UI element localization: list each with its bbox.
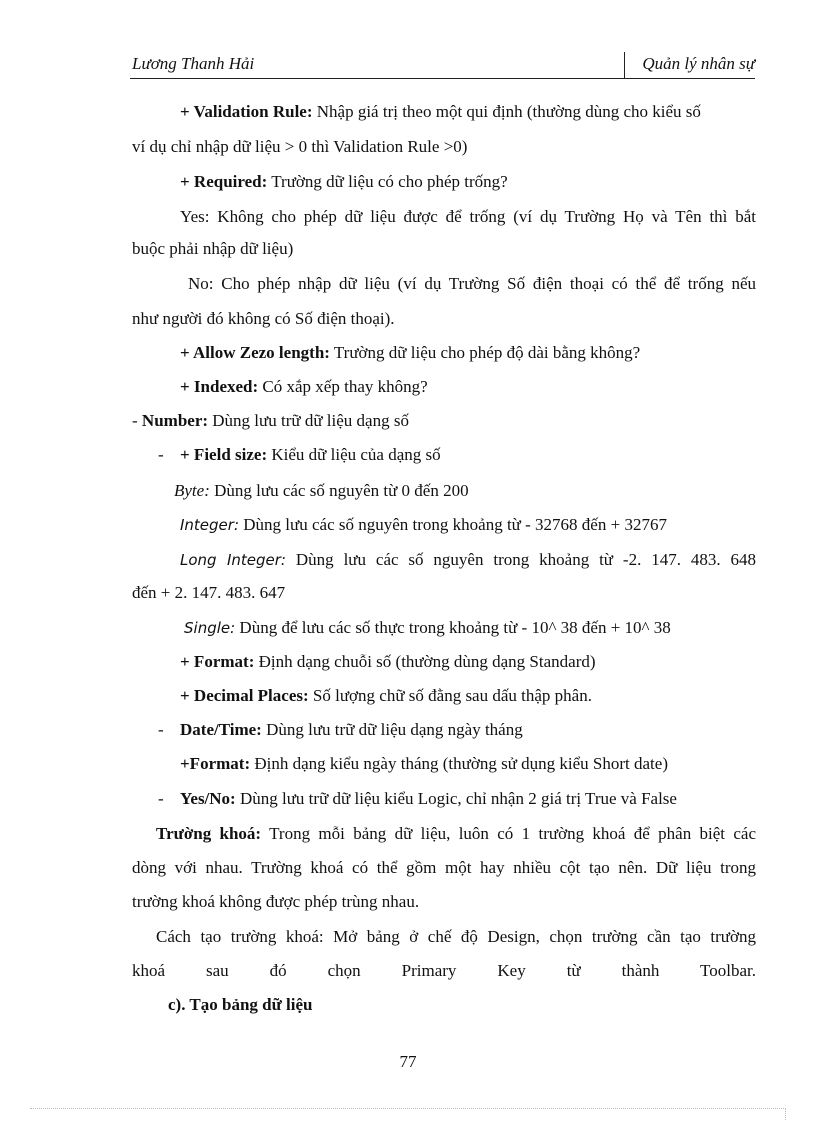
para-indexed: + Indexed: Có xắp xếp thay không? [180, 377, 428, 396]
page-number: 77 [399, 1052, 417, 1071]
para-byte: Byte: Dùng lưu các số nguyên từ 0 đến 200 [174, 481, 469, 500]
para-decimal-places: + Decimal Places: Số lượng chữ số đằng sau dấu thập phân. [180, 686, 592, 705]
para-allow-zero-length: + Allow Zezo length: Trường dữ liệu cho phép độ dài bằng không? [180, 343, 641, 362]
para-yes-cont: buộc phải nhập dữ liệu) [132, 239, 294, 258]
para-primary-key-cont: dòng với nhau. Trường khoá có thể gồm một hay nhiều cột tạo nên. Dữ liệu trong [132, 858, 756, 877]
section-heading-create-table: c). Tạo bảng dữ liệu [168, 995, 313, 1014]
para-single: Single: Dùng để lưu các số thực trong khoảng từ - 10^ 38 đến + 10^ 38 [184, 618, 671, 637]
para-integer: Integer: Dùng lưu các số nguyên trong khoảng từ - 32768 đến + 32767 [180, 515, 667, 534]
para-long-integer-cont: đến + 2. 147. 483. 647 [132, 583, 286, 602]
para-yes: Yes: Không cho phép dữ liệu được để trống (ví dụ Trường Họ và Tên thì bắt [180, 207, 756, 226]
footer-dotted-rule [30, 1108, 786, 1109]
footer-dotted-corner [785, 1108, 786, 1120]
para-format: + Format: Định dạng chuỗi số (thường dùng dạng Standard) [180, 652, 596, 671]
para-create-key: Cách tạo trường khoá: Mở bảng ở chế độ Design, chọn trường cần tạo trường [156, 927, 756, 946]
para-no-cont: như người đó không có Số điện thoại). [132, 309, 395, 328]
para-required: + Required: Trường dữ liệu có cho phép trống? [180, 172, 508, 191]
para-no: No: Cho phép nhập dữ liệu (ví dụ Trường Số điện thoại có thể để trống nếu [188, 274, 756, 293]
para-primary-key: Trường khoá: Trong mỗi bảng dữ liệu, luôn có 1 trường khoá để phân biệt các [156, 824, 756, 843]
header-divider [624, 52, 625, 79]
para-validation-rule: + Validation Rule: Nhập giá trị theo một qui định (thường dùng cho kiểu số [180, 102, 701, 121]
para-date-format: +Format: Định dạng kiểu ngày tháng (thường sử dụng kiểu Short date) [180, 754, 668, 773]
para-validation-example: ví dụ chỉ nhập dữ liệu > 0 thì Validation Rule >0) [132, 137, 468, 156]
header-author: Lương Thanh Hải [132, 54, 255, 73]
header-title: Quản lý nhân sự [642, 54, 755, 73]
para-primary-key-end: trường khoá không được phép trùng nhau. [132, 892, 420, 911]
para-number: - Number: Dùng lưu trữ dữ liệu dạng số [132, 411, 409, 430]
para-create-key-cont: khoá sau đó chọn Primary Key từ thành Toolbar. [132, 961, 756, 980]
para-long-integer: Long Integer: Dùng lưu các số nguyên trong khoảng từ -2. 147. 483. 648 [180, 550, 757, 569]
page-header [130, 52, 755, 79]
